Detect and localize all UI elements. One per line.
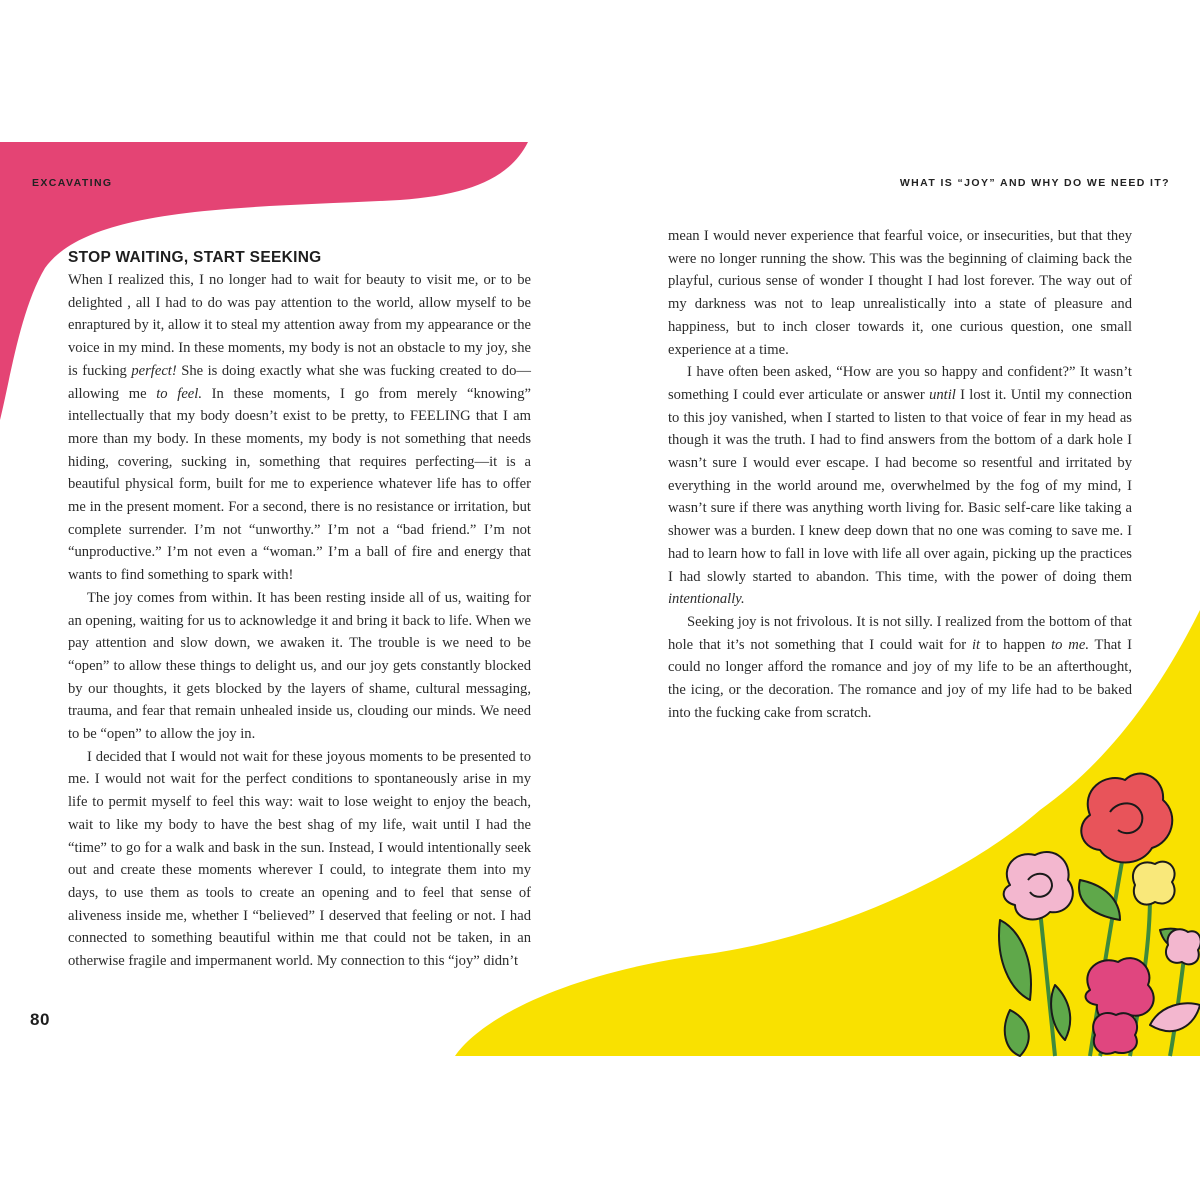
section-heading: STOP WAITING, START SEEKING bbox=[68, 249, 322, 266]
page-number: 80 bbox=[30, 1010, 50, 1029]
body-paragraph: The joy comes from within. It has been resting inside all of us, waiting for an opening, waiting for us to acknowledge it and bring it back to life. When we pay attention and slow down, we awaken it. The trouble is we need to be “open” to allow these things to delight us, and our joy gets constantly blocked by our thoughts, it gets blocked by the layers of shame, cultural messaging, trauma, and fear that remain unhealed inside us, clouding our minds. We need to be “open” to allow the joy in. bbox=[68, 589, 531, 743]
body-paragraph: When I realized this, I no longer had to wait for beauty to visit me, or to be delighted , all I had to do was pay attention to the world, allow myself to be enraptured by it, allow it to steal my attention away from my appearance or the voice in my mind. In these moments, my body is not an obstacle to my joy, she is fucking perfect! She is doing exactly what she was fucking created to do—allowing me to feel. In these moments, I go from merely “knowing” intellectually that my body doesn’t exist to be pretty, to FEELING that I am more than my body. In these moments, my body is not something that needs hiding, covering, sucking in, something that requires perfecting—it is a beautiful physical form, built for me to experience whatever life has to offer me in the present moment. For a second, there is no resistance or irritation, but complete surrender. I’m not “unworthy.” I’m not a “bad friend.” I’m not “unproductive.” I’m not even a “woman.” I’m a ball of fire and energy that wants to find something to spark with! bbox=[68, 272, 532, 584]
running-head-right: WHAT IS “JOY” AND WHY DO WE NEED IT? bbox=[899, 177, 1170, 189]
running-head-left: EXCAVATING bbox=[32, 177, 113, 189]
body-paragraph: Seeking joy is not frivolous. It is not silly. I realized from the bottom of that hole that it’s not something that I could wait for it to happen to me. That I could no longer afford the romance and joy of my life to be an afterthought, the icing, or the decoration. The romance and joy of my life had to be baked into the fucking cake from scratch. bbox=[668, 613, 1132, 721]
body-paragraph: mean I would never experience that fearful voice, or insecurities, but that they were no longer running the show. This was the beginning of claiming back the playful, curious sense of wonder I thought I had lost forever. The way out of my darkness was not to leap unrealistically into a state of pleasure and happiness, but to inch closer towards it, one curious question, one small experience at a time. bbox=[668, 228, 1132, 358]
body-paragraph: I have often been asked, “How are you so happy and confident?” It wasn’t something I could ever articulate or answer until I lost it. Until my connection to this joy vanished, when I started to listen to that voice of fear in my head as though it was the truth. I had to find answers from the bottom of a dark hole I wasn’t sure I would ever escape. I had become so resentful and irritated by everything in the world around me, overwhelmed by the fog of my mind, I wasn’t sure if there was anything worth living for. Basic self-care like taking a shower was a burden. I knew deep down that no one was coming to save me. I had to learn how to fall in love with life all over again, picking up the practices I had slowly started to abandon. This time, with the power of doing them intentionally. bbox=[668, 364, 1132, 608]
body-paragraph: I decided that I would not wait for these joyous moments to be presented to me. I would not wait for the perfect conditions to spontaneously arise in my life to permit myself to feel this way: wait to lose weight to enjoy the beach, wait to like my body to have the best shag of my life, wait until I had the “time” to go for a walk and bask in the sun. Instead, I would intentionally seek out and create these moments wherever I could, to integrate them into my days, to use them as tools to create an opening and to feel that sense of aliveness inside me, whether I “believed” I deserved that feeling or not. I had connected to something beautiful within me that could not be taken, in an otherwise fragile and impermanent world. My connection to this “joy” didn’t bbox=[68, 748, 531, 970]
left-page-column bbox=[68, 247, 531, 973]
right-page-column bbox=[668, 225, 1132, 724]
